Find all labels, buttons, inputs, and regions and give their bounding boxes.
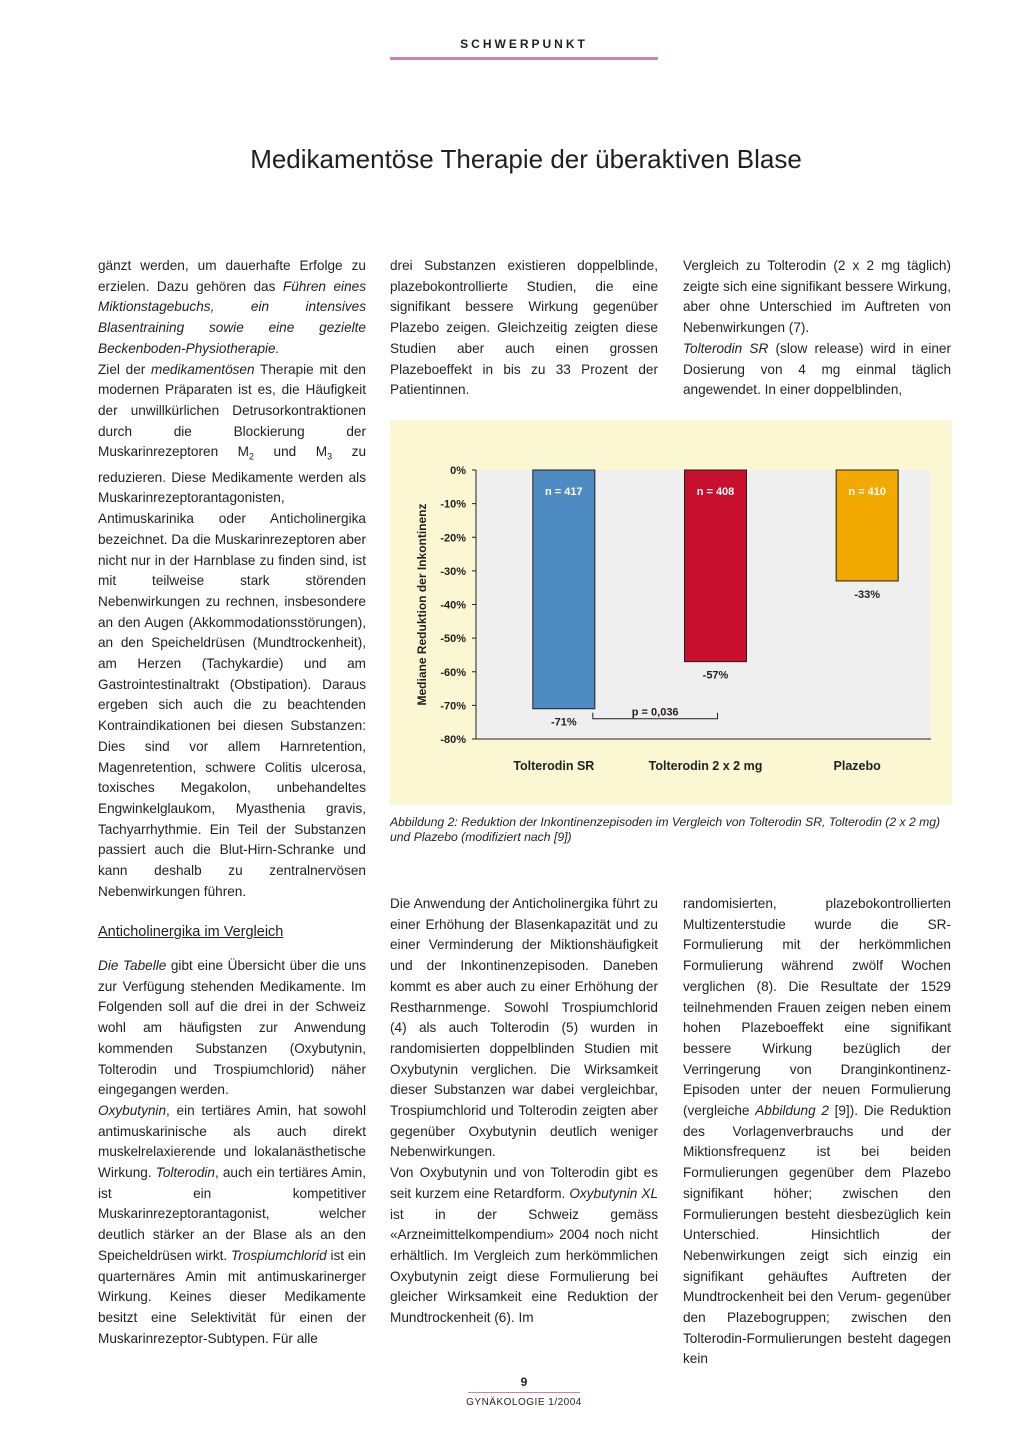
bar-chart	[390, 420, 952, 805]
text-run: Von Oxybutynin und von Tolterodin gibt es seit kurzem eine Retardform.	[390, 1165, 658, 1201]
y-tick-label: -40%	[440, 599, 466, 612]
footer-rule	[468, 1392, 580, 1393]
y-tick-label: -10%	[440, 498, 466, 511]
column-1-upper	[98, 256, 366, 903]
text-run: randomisierten, plazebokontrollierten Multizenterstudie wurde die SR-Formulierung mit der herkömmlichen Formulierung während zwölf Wochen verglichen (8). Die Resultate der 1529 teilnehmenden Frauen zeigen neben einem hohen Plazeboeffekt eine signifikant bessere Wirkung bezüglich der Verringerung von Dranginkontinenz-Episoden unter der neuen Formulierung (vergleiche	[683, 896, 951, 1119]
text-run: zu reduzieren. Diese Medikamente werden als Muskarinrezeptorantagonisten, Antimuskarinika oder Anticholinergika bezeichnet. Da die Muskarinrezeptoren aber nicht nur in der Harnblase zu finden sind, ist mit teilweise stark störenden Nebenwirkungen zu rechnen, insbesondere an den Augen (Akkommodationsstörungen), an den Speicheldrüsen (Mundtrockenheit), am Herzen (Tachykardie) und am Gastrointestinaltrakt (Obstipation). Daraus ergeben sich auch die zu beachtenden Kontraindikationen bei diesen Substanzen: Dies sind vor allem Harnretention, Magenretention, schwere Colitis ulcerosa, toxisches Megakolon, unbehandeltes Engwinkelglaukom, Myasthenia gravis, Tachyarrhythmie. Ein Teil der Substanzen passiert auch die Blut-Hirn-Schranke und kann deshalb zu zentralnervösen Nebenwirkungen führen.	[98, 444, 367, 899]
y-tick-label: -50%	[440, 633, 466, 646]
x-tick-label: Tolterodin 2 x 2 mg	[648, 759, 763, 773]
text-run-italic: Führen eines Miktionstagebuchs, ein intensives Blasentraining sowie eine gezielte Beckenboden-Physiotherapie.	[98, 278, 366, 356]
page-number: 9	[520, 1375, 528, 1389]
text-run-italic: Tolterodin	[155, 1165, 215, 1181]
column-3-lower	[683, 894, 951, 1370]
column-2-upper	[390, 256, 658, 401]
bar-n-label: n = 410	[848, 486, 886, 498]
text-run: gänzt werden, um dauerhafte Erfolge zu erzielen. Dazu gehören das	[98, 258, 366, 294]
section-rule	[390, 57, 658, 60]
text-run: [9]). Die Reduktion des Vorlagenverbrauchs und der Miktionsfrequenz ist bei beiden Formulierungen gegenüber dem Plazebo signifikant höher; zwischen den Formulierungen besteht diesbezüglich kein Unterschied. Hinsichtlich der Nebenwirkungen zeigt sich einzig ein signifikant gehäuftes Auftreten der Mundtrockenheit bei den Verum- gegenüber den Plazebogruppen; zwischen den Tolterodin-Formulierungen besteht dagegen kein	[683, 1103, 952, 1367]
paragraph	[683, 339, 951, 401]
paragraph	[98, 1101, 366, 1349]
y-tick-label: -20%	[440, 532, 466, 545]
figure-caption: Abbildung 2: Reduktion der Inkontinenzepisoden im Vergleich von Tolterodin SR, Tolterodin (2 x 2 mg) und Plazebo (modifiziert nach [9])	[390, 815, 941, 844]
column-2-lower	[390, 894, 658, 1329]
bar-value-label: -57%	[702, 669, 729, 682]
paragraph: drei Substanzen existieren doppelblinde, plazebokontrollierte Studien, die eine signifikant bessere Wirkung gegenüber Plazebo zeigen. Gleichzeitig zeigten diese Studien aber auch einen grossen Plazeboeffekt in bis zu 33 Prozent der Patientinnen.	[390, 258, 658, 398]
y-tick-label: -80%	[440, 734, 466, 746]
text-run: , ein tertiäres Amin, hat sowohl antimuskarinische als auch direkt muskelrelaxierende und lokalanästhetische Wirkung.	[98, 1102, 366, 1181]
bar-n-label: n = 417	[545, 486, 583, 498]
y-axis-label: Mediane Reduktion der Inkontinenz	[415, 503, 429, 706]
text-run-italic: Die Tabelle	[98, 958, 167, 973]
figure-chart	[390, 420, 952, 805]
paragraph	[683, 894, 951, 1370]
bar-n-label: n = 408	[696, 486, 735, 498]
bar-value-label: -71%	[550, 716, 577, 729]
subscript: 3	[327, 452, 333, 463]
text-run: Ziel der	[98, 361, 152, 377]
x-tick-label: Tolterodin SR	[513, 759, 595, 773]
text-run-italic: Oxybutynin XL	[569, 1185, 659, 1201]
paragraph: Die Anwendung der Anticholinergika führt zu einer Erhöhung der Blasenkapazität und zu einer Verminderung der Miktionshäufigkeit und der Inkontinenzepisoden. Daneben kommt es aber auch zu einer Erhöhung der Restharnmenge. Sowohl Trospiumchlorid (4) als auch Tolterodin (5) wurden in randomisierten doppelblinden Studien mit Oxybutynin verglichen. Die Wirksamkeit dieser Substanzen war dabei vergleichbar, Trospiumchlorid und Tolterodin zeigten aber gegenüber Oxybutynin deutlich weniger Nebenwirkungen.	[390, 896, 658, 1160]
paragraph	[98, 956, 366, 1101]
text-run: ist in der Schweiz gemäss «Arzneimittelkompendium» 2004 noch nicht erhältlich. Im Vergleich zum herkömmlichen Oxybutynin zeigt diese Formulierung bei gleicher Wirksamkeit eine Reduktion der Mundtrockenheit (6). Im	[390, 1206, 658, 1326]
y-tick-label: -70%	[440, 700, 466, 713]
journal-name: GYNÄKOLOGIE 1/2004	[466, 1397, 582, 1408]
paragraph	[98, 360, 366, 903]
bar	[685, 470, 747, 662]
paragraph	[390, 1163, 658, 1329]
column-3-upper	[683, 256, 951, 401]
x-tick-label: Plazebo	[833, 759, 881, 773]
y-tick-label: -60%	[440, 666, 466, 679]
text-run: gibt eine Übersicht über die uns zur Verfügung stehenden Medikamente. Im Folgenden soll auf die drei in der Schweiz wohl am häufigsten zur Anwendung kommenden Substanzen (Oxybutynin, Tolterodin und Trospiumchlorid) näher eingegangen werden.	[98, 958, 366, 1098]
text-run: und M	[254, 444, 328, 460]
paragraph	[98, 256, 366, 360]
y-tick-label: -30%	[440, 565, 466, 578]
subscript: 2	[249, 452, 255, 463]
text-run: ist ein quarternäres Amin mit antimuskarinerger Wirkung. Keines dieser Medikamente besitzt eine Selektivität für einen der Muskarinrezeptor-Subtypen. Für alle	[98, 1247, 366, 1346]
text-run-italic: Tolterodin SR	[683, 340, 769, 356]
significance-label: p = 0,036	[631, 706, 679, 719]
text-run: , auch ein tertiäres Amin, ist ein kompetitiver Muskarinrezeptorantagonist, welcher deutlich stärker an der Blase als an den Speicheldrüsen wirkt.	[98, 1165, 366, 1263]
text-run-italic: Oxybutynin	[98, 1102, 167, 1118]
page-title: Medikamentöse Therapie der überaktiven Blase	[250, 144, 802, 174]
bar	[533, 470, 595, 709]
text-run-italic: Abbildung 2	[755, 1103, 829, 1119]
text-run-italic: Trospiumchlorid	[231, 1247, 327, 1263]
paragraph: Vergleich zu Tolterodin (2 x 2 mg täglich) zeigte sich eine signifikant bessere Wirkung, aber ohne Unterschied im Auftreten von Nebenwirkungen (7).	[683, 258, 951, 336]
column-1-lower	[98, 956, 366, 1349]
text-run-italic: medikamentösen	[151, 361, 255, 377]
text-run: Therapie mit den modernen Präparaten ist es, die Häufigkeit der unwillkürlichen Detrusorkontraktionen durch die Blockierung der Muskarinrezeptoren M	[98, 361, 366, 460]
section-label: SCHWERPUNKT	[460, 37, 588, 51]
bar-value-label: -33%	[854, 588, 881, 601]
text-run: (slow release) wird in einer Dosierung von 4 mg einmal täglich angewendet. In einer doppelblinden,	[683, 340, 951, 398]
y-tick-label: 0%	[450, 465, 466, 477]
subheading: Anticholinergika im Vergleich	[98, 924, 284, 940]
